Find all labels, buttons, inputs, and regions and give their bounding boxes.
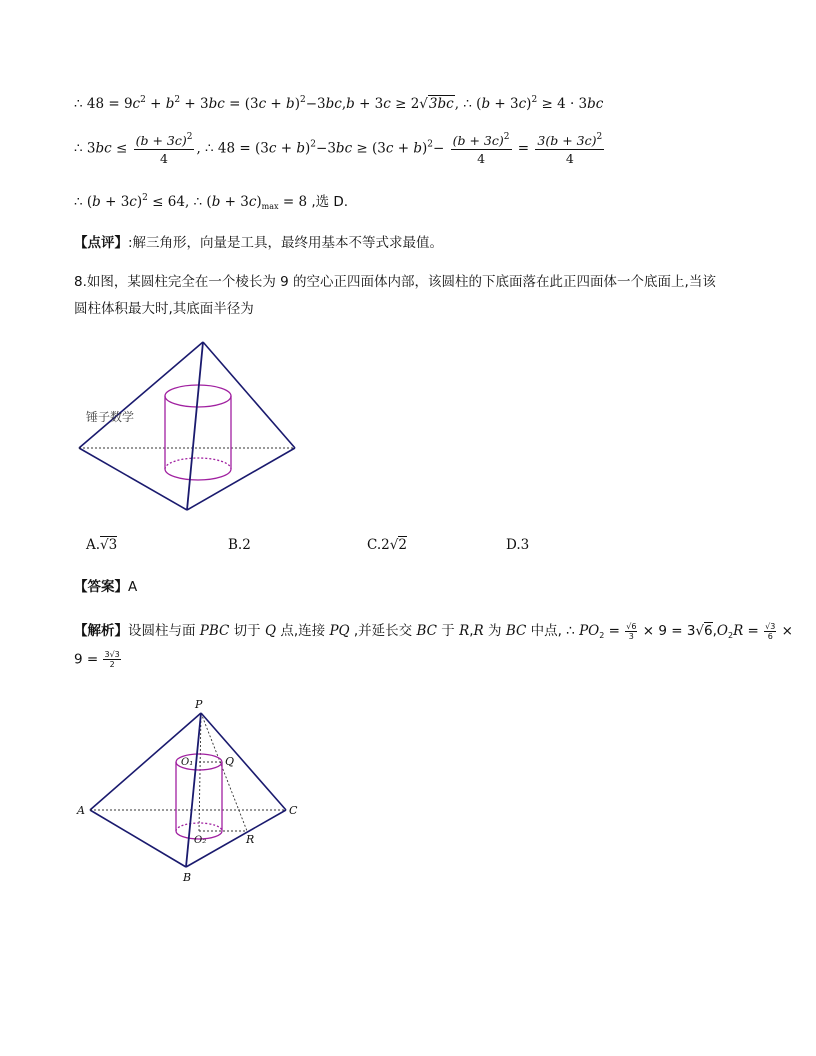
comment-line	[74, 231, 443, 251]
answer-value: A	[128, 579, 138, 595]
analysis-line-1: 【解析】设圆柱与面 PBC 切于 Q 点,连接 PQ ,并延长交 BC 于 R,R 为 BC 中点, ∴ $PO_2$ = $\frac{√6}{3}$ × $9 = 3√6,O_2R$ = $\frac{√3}{6}$ ×	[74, 621, 793, 641]
line-PR	[201, 713, 247, 831]
tetrahedron-figure-2	[70, 695, 320, 895]
comment-text: :解三角形，向量是工具，最终用基本不等式求最值。	[128, 235, 444, 251]
label-Q: Q	[225, 755, 235, 768]
question-line-1	[74, 270, 716, 290]
question-text-1: 如图，某圆柱完全在一个棱长为 9 的空心正四面体内部，该圆柱的下底面落在此正四面体一个底面上,当该	[86, 274, 716, 290]
option-c[interactable]: C.2√2	[367, 537, 407, 553]
equation-line-2: ∴ 3bc ≤ $\frac{(b + 3c)^2}{4}$ , ∴ $48 = (3c + b)^2-3bc \ge (3c + b)^2-$ $\frac{(b + 3c)^2}{4}$ = $\frac{3(b + 3c)^2}{4}$	[74, 132, 603, 166]
answer-line	[74, 575, 137, 595]
label-O1: O₁	[181, 757, 194, 768]
edge	[187, 448, 295, 510]
edge	[203, 342, 295, 448]
fraction: $\frac{(b + 3c)^2}{4}$	[452, 132, 510, 166]
question-number: 8.	[74, 274, 87, 290]
option-a[interactable]: A.√3	[86, 537, 118, 553]
option-b[interactable]: B.2	[228, 537, 251, 553]
question-line-2	[74, 297, 254, 317]
fraction: $\frac{(b + 3c)^2}{4}$	[135, 132, 193, 166]
option-d[interactable]: D.3	[506, 537, 530, 553]
analysis-tag: 【解析】	[74, 623, 128, 639]
edge-AB	[90, 810, 186, 867]
label-O2: O₂	[194, 835, 207, 846]
answer-tag: 【答案】	[74, 579, 128, 595]
edge	[79, 448, 187, 510]
analysis-line-2: 9 = $\frac{3√3}{2}$	[74, 650, 120, 669]
equation-line-1: ∴ $48 = 9c^2 + b^2 + 3bc = (3c + b)^2-3bc,b + 3c \ge 2√3bc$, ∴ $(b + 3c)^2 \ge 4 \cdot 3bc$	[74, 95, 604, 112]
equation-line-3: ∴ $(b + 3c)^2 \le 64$, ∴ $(b + 3c)_{max} = 8$ ,选 D.	[74, 193, 349, 211]
comment-tag: 【点评】	[74, 235, 128, 251]
label-C: C	[289, 804, 298, 817]
watermark: 锤子数学	[86, 410, 135, 424]
edge-PC	[201, 713, 286, 810]
label-R: R	[246, 833, 255, 846]
edge	[79, 342, 203, 448]
edge	[187, 342, 203, 510]
question-text-2: 圆柱体积最大时,其底面半径为	[74, 301, 254, 317]
label-P: P	[195, 698, 203, 711]
fraction: $\frac{3(b + 3c)^2}{4}$	[537, 132, 603, 166]
label-A: A	[77, 804, 85, 817]
tetrahedron-figure-1	[70, 330, 310, 520]
label-B: B	[183, 871, 192, 884]
